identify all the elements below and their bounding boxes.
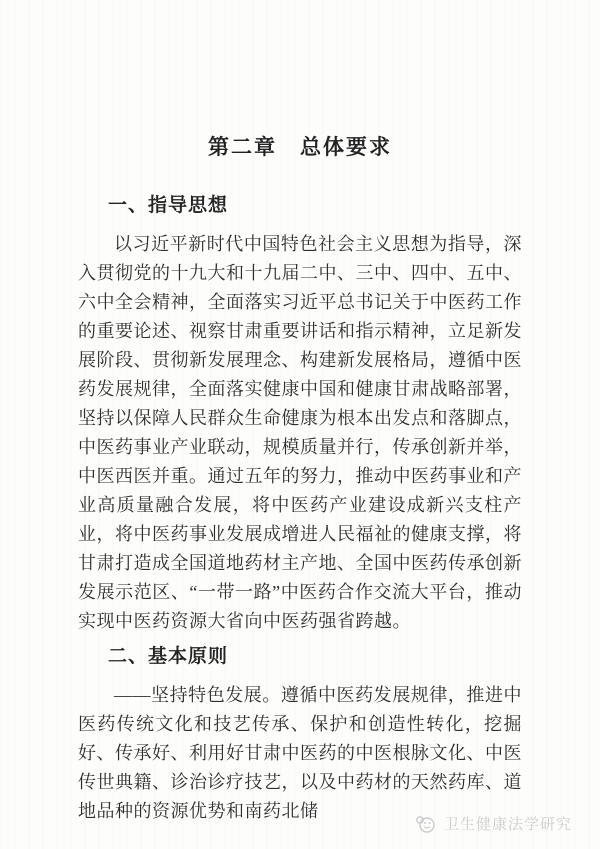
paragraph-basic-principles: ——坚持特色发展。遵循中医药发展规律，推进中医药传统文化和技艺传承、保护和创造性转化，挖掘好、传承好、利用好甘肃中医药的中医根脉文化、中医传世典籍、诊治诊疗技艺，以及中药材的天然药库、道地品种的资源优势和南药北储 bbox=[78, 685, 522, 821]
section-basic-principles bbox=[78, 645, 522, 826]
watermark-label: 卫生健康法学研究 bbox=[443, 816, 572, 833]
section-heading-basic-principles: 二、基本原则 bbox=[108, 646, 229, 667]
paragraph-guiding-ideology: 以习近平新时代中国特色社会主义思想为指导，深入贯彻党的十九大和十九届二中、三中、四中、五中、六中全会精神，全面落实习近平总书记关于中医药工作的重要论述、视察甘肃重要讲话和指示精神，立足新发展阶段、贯彻新发展理念、构建新发展格局，遵循中医药发展规律，全面落实健康中国和健康甘肃战略部署，坚持以保障人民群众生命健康为根本出发点和落脚点，中医药事业产业联动，规模质量并行，传承创新并举，中医西医并重。通过五年的努力，推动中医药事业和产业高质量融合发展，将中医药产业建设成新兴支柱产业，将中医药事业发展成增进人民福祉的健康支撑，将甘肃打造成全国道地药材主产地、全国中医药传承创新发展示范区、“一带一路”中医药合作交流大平台，推动实现中医药资源大省向中医药强省跨越。 bbox=[78, 234, 522, 631]
watermark bbox=[414, 813, 572, 834]
panda-logo-icon bbox=[414, 814, 438, 834]
section-heading-guiding-ideology: 一、指导思想 bbox=[108, 195, 229, 216]
section-guiding-ideology bbox=[78, 194, 522, 636]
chapter-title: 第二章 总体要求 bbox=[208, 136, 392, 159]
